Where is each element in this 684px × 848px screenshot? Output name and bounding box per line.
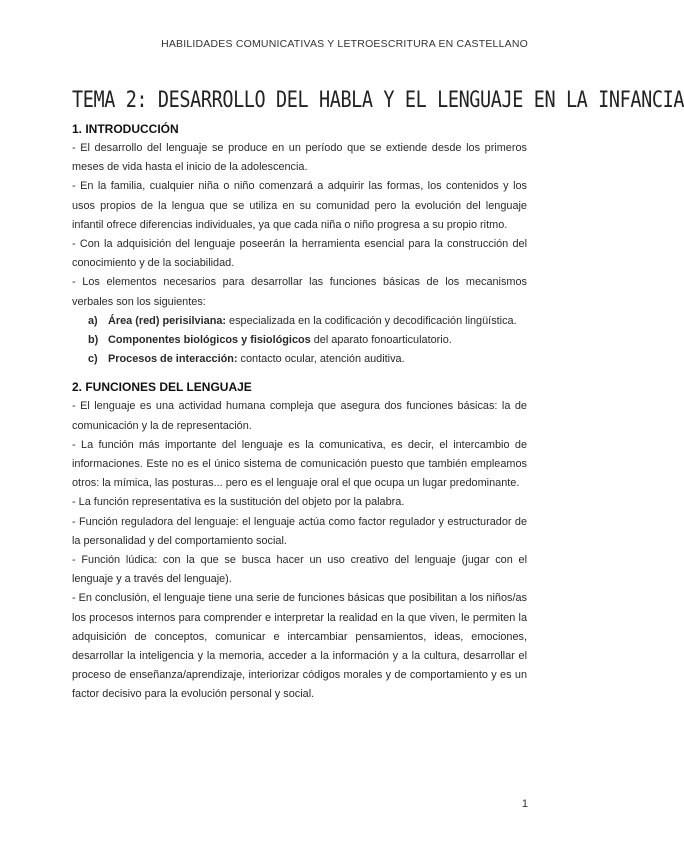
list-text: especializada en la codificación y decodificación lingüística. (226, 314, 517, 327)
paragraph: - En conclusión, el lenguaje tiene una serie de funciones básicas que posibilitan a los niños/as los procesos internos para comprender e interpretar la realidad en la que viven, le permiten la adquisición de conceptos, comunicar e intercambiar pensamientos, ideas, emociones, desarrollar la inteligencia y la memoria, acceder a la información y a la cultura, desarrollar el proceso de enseñanza/aprendizaje, interiorizar códigos morales y de comportamiento y es un factor decisivo para la evolución personal y social. (72, 592, 527, 701)
list-item (72, 312, 527, 331)
list-item (72, 331, 527, 350)
paragraph: - En la familia, cualquier niña o niño comenzará a adquirir las formas, los contenidos y los usos propios de la lengua que se utiliza en su comunidad pero la evolución del lenguaje infantil ofrece diferencias individuales, ya que cada niña o niño progresa a su propio ritmo. (72, 180, 527, 231)
paragraph: - El lenguaje es una actividad humana compleja que asegura dos funciones básicas: la de comunicación y la de representación. (72, 400, 527, 432)
list-marker: a) (88, 314, 98, 327)
paragraph: - Con la adquisición del lenguaje poseerán la herramienta esencial para la construcción del conocimiento y de la sociabilidad. (72, 238, 527, 270)
list-marker: c) (88, 353, 98, 366)
list-term: Componentes biológicos y fisiológicos (108, 334, 311, 347)
paragraph: - Función lúdica: con la que se busca hacer un uso creativo del lenguaje (jugar con el lenguaje y a través del lenguaje). (72, 554, 527, 586)
elements-list (72, 312, 527, 370)
paragraph: - Los elementos necesarios para desarrollar las funciones básicas de los mecanismos verbales son los siguientes: (72, 276, 527, 308)
section-heading-introduccion: 1. INTRODUCCIÓN (72, 122, 179, 136)
paragraph: - El desarrollo del lenguaje se produce en un período que se extiende desde los primeros meses de vida hasta el inicio de la adolescencia. (72, 142, 527, 174)
running-header: HABILIDADES COMUNICATIVAS Y LETROESCRITURA EN CASTELLANO (161, 38, 528, 50)
paragraph: - Función reguladora del lenguaje: el lenguaje actúa como factor regulador y estructurador de la personalidad y del comportamiento social. (72, 515, 527, 547)
list-term: Procesos de interacción: (108, 353, 238, 366)
section-heading-funciones: 2. FUNCIONES DEL LENGUAJE (72, 380, 252, 395)
list-term: Área (red) perisilviana: (108, 314, 227, 327)
paragraph: - La función representativa es la sustitución del objeto por la palabra. (72, 496, 405, 509)
list-item (72, 350, 527, 369)
paragraph: - La función más importante del lenguaje es la comunicativa, es decir, el intercambio de informaciones. Este no es el único sistema de comunicación puesto que también empleamos otros: la mímica, las posturas... pero es el lenguaje oral el que ocupa un lugar predominante. (72, 438, 527, 490)
chapter-title: TEMA 2: DESARROLLO DEL HABLA Y EL LENGUAJE EN LA INFANCIA (72, 88, 684, 114)
list-text: contacto ocular, atención auditiva. (237, 353, 405, 366)
page-number: 1 (521, 798, 528, 810)
list-text: del aparato fonoarticulatorio. (310, 334, 452, 347)
list-marker: b) (88, 334, 99, 347)
section-spacer (72, 369, 527, 378)
document-body (72, 120, 527, 705)
